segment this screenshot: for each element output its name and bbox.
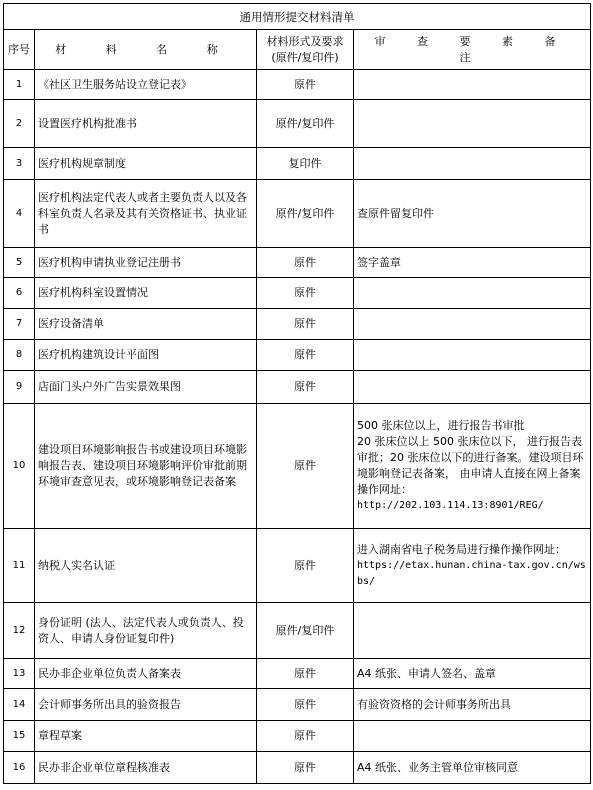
row-note	[354, 309, 591, 340]
row-no: 14	[4, 689, 35, 721]
row-material: 医疗机构申请执业登记注册书	[35, 248, 257, 278]
table-row	[4, 278, 591, 309]
row-material: 身份证明 (法人、法定代表人或负责人、投资人、申请人身份证复印件)	[35, 603, 257, 659]
table-row	[4, 752, 591, 784]
row-form: 原件	[257, 309, 354, 340]
row-no: 8	[4, 340, 35, 371]
row-no: 3	[4, 148, 35, 180]
row-note: 签字盖章	[354, 248, 591, 278]
row-no: 12	[4, 603, 35, 659]
row-note	[354, 603, 591, 659]
row-no: 4	[4, 180, 35, 248]
row-no: 13	[4, 659, 35, 689]
row-form: 原件	[257, 659, 354, 689]
table-row	[4, 309, 591, 340]
row-note: A4 纸张、业务主管单位审核同意	[354, 752, 591, 784]
row-note	[354, 340, 591, 371]
row-material: 纳税人实名认证	[35, 529, 257, 603]
table-row	[4, 70, 591, 100]
row-material: 店面门头户外广告实景效果图	[35, 371, 257, 404]
header-form-line2: (原件/复印件)	[271, 50, 339, 64]
row-material: 医疗机构法定代表人或者主要负责人以及各科室负责人名录及其有关资格证书、执业证书	[35, 180, 257, 248]
table-row	[4, 404, 591, 529]
row-no: 6	[4, 278, 35, 309]
header-row	[4, 30, 591, 70]
row-material: 医疗机构科室设置情况	[35, 278, 257, 309]
header-form-line1: 材料形式及要求	[266, 34, 344, 48]
row-form: 原件	[257, 248, 354, 278]
note-line: 500 张床位以上，进行报告书审批	[357, 419, 525, 432]
table-row	[4, 100, 591, 148]
table-row	[4, 148, 591, 180]
row-material: 章程草案	[35, 721, 257, 752]
row-material: 《社区卫生服务站设立登记表》	[35, 70, 257, 100]
row-form: 原件	[257, 689, 354, 721]
row-note	[354, 278, 591, 309]
row-form: 原件	[257, 404, 354, 529]
table-row	[4, 340, 591, 371]
row-note	[354, 371, 591, 404]
row-note: 查原件留复印件	[354, 180, 591, 248]
note-line: 20 张床位以上 500 张床位以下， 进行报告表审批；20 张床位以下的进行备案。建设项目环境影响登记表备案， 由申请人直接在网上备案操作网址：	[357, 435, 584, 496]
row-no: 11	[4, 529, 35, 603]
table-row	[4, 248, 591, 278]
row-note	[354, 70, 591, 100]
row-form: 原件	[257, 371, 354, 404]
table-row	[4, 529, 591, 603]
row-material: 医疗机构规章制度	[35, 148, 257, 180]
row-form: 复印件	[257, 148, 354, 180]
table-row	[4, 371, 591, 404]
table-row	[4, 721, 591, 752]
header-no: 序号	[4, 30, 35, 70]
materials-table	[3, 3, 591, 784]
header-note: 审 查 要 素 备 注	[354, 30, 591, 70]
row-form: 原件/复印件	[257, 180, 354, 248]
note-url: https://etax.hunan.china-tax.gov.cn/wsbs/	[357, 559, 586, 587]
row-form: 原件	[257, 340, 354, 371]
note-line: 进入湖南省电子税务局进行操作操作网址：	[357, 542, 566, 556]
row-material: 民办非企业单位负责人备案表	[35, 659, 257, 689]
row-note	[354, 148, 591, 180]
table-row	[4, 659, 591, 689]
row-material: 设置医疗机构批准书	[35, 100, 257, 148]
table-row	[4, 180, 591, 248]
row-material: 医疗机构建筑设计平面图	[35, 340, 257, 371]
row-no: 10	[4, 404, 35, 529]
header-form	[257, 30, 354, 70]
row-note: 有验资资格的会计师事务所出具	[354, 689, 591, 721]
row-material: 会计师事务所出具的验资报告	[35, 689, 257, 721]
row-form: 原件	[257, 70, 354, 100]
table-title: 通用情形提交材料清单	[4, 4, 591, 30]
row-material: 建设项目环境影响报告书或建设项目环境影响报告表、建设项目环境影响评价审批前期环境审查意见表，或环境影响登记表备案	[35, 404, 257, 529]
table-row	[4, 603, 591, 659]
row-no: 9	[4, 371, 35, 404]
row-no: 15	[4, 721, 35, 752]
header-material: 材 料 名 称	[35, 30, 257, 70]
row-no: 1	[4, 70, 35, 100]
row-material: 医疗设备清单	[35, 309, 257, 340]
table-row	[4, 689, 591, 721]
row-no: 5	[4, 248, 35, 278]
row-note	[354, 100, 591, 148]
note-url: http://202.103.114.13:8901/REG/	[357, 500, 544, 511]
row-form: 原件	[257, 529, 354, 603]
row-note: A4 纸张、申请人签名、盖章	[354, 659, 591, 689]
row-no: 7	[4, 309, 35, 340]
row-note	[354, 529, 591, 603]
row-material: 民办非企业单位章程核准表	[35, 752, 257, 784]
row-form: 原件	[257, 752, 354, 784]
row-form: 原件/复印件	[257, 100, 354, 148]
row-no: 16	[4, 752, 35, 784]
row-form: 原件	[257, 721, 354, 752]
row-no: 2	[4, 100, 35, 148]
row-note	[354, 721, 591, 752]
row-form: 原件/复印件	[257, 603, 354, 659]
row-form: 原件	[257, 278, 354, 309]
row-note	[354, 404, 591, 529]
title-row	[4, 4, 591, 30]
